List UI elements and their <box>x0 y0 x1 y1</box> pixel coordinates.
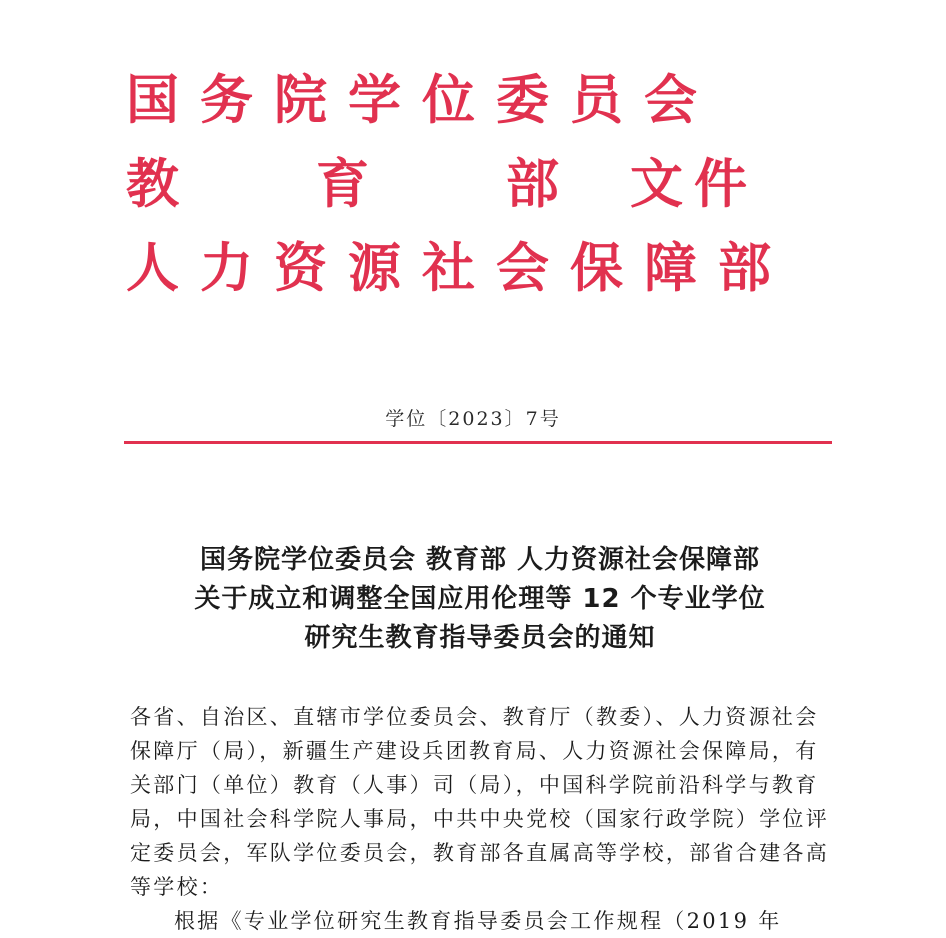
masthead-char: 障 <box>644 237 697 299</box>
issuing-authority-masthead <box>126 58 792 310</box>
masthead-char: 件 <box>694 153 747 215</box>
masthead-char: 院 <box>274 69 327 131</box>
masthead-char: 部 <box>506 153 559 215</box>
masthead-char: 会 <box>644 69 697 131</box>
title-line-1: 国务院学位委员会 教育部 人力资源社会保障部 <box>199 545 761 575</box>
document-number: 学位〔2023〕7号 <box>385 408 561 430</box>
masthead-char: 源 <box>348 237 401 299</box>
masthead-char: 保 <box>570 237 623 299</box>
masthead-char: 育 <box>316 153 369 215</box>
masthead-line-1 <box>126 58 792 142</box>
masthead-line-2 <box>126 142 792 226</box>
title-line-2: 关于成立和调整全国应用伦理等 12 个专业学位 <box>194 584 766 614</box>
masthead-char: 资 <box>274 237 327 299</box>
masthead-char: 学 <box>348 69 401 131</box>
masthead-char: 力 <box>200 237 253 299</box>
masthead-char: 教 <box>126 153 179 215</box>
masthead-char: 位 <box>422 69 475 131</box>
document-title <box>124 541 836 658</box>
masthead-char: 文 <box>630 153 683 215</box>
masthead-char: 会 <box>496 237 549 299</box>
masthead-char: 部 <box>718 237 771 299</box>
body-paragraph-start: 根据《专业学位研究生教育指导委员会工作规程（2019 年 <box>174 909 782 933</box>
masthead-char: 员 <box>570 69 623 131</box>
document-body <box>130 700 836 938</box>
masthead-char: 国 <box>126 69 179 131</box>
masthead-char: 委 <box>496 69 549 131</box>
red-separator-line <box>124 441 832 444</box>
masthead-char: 社 <box>422 237 475 299</box>
addressee-paragraph: 各省、自治区、直辖市学位委员会、教育厅（教委）、人力资源社会保障厅（局），新疆生产建设兵团教育局、人力资源社会保障局，有关部门（单位）教育（人事）司（局），中国科学院前沿科学与教育局，中国社会科学院人事局，中共中央党校（国家行政学院）学位评定委员会，军队学位委员会，教育部各直属高等学校，部省合建各高等学校： <box>130 705 829 899</box>
masthead-char: 务 <box>200 69 253 131</box>
title-line-3: 研究生教育指导委员会的通知 <box>304 623 656 653</box>
masthead-line-3 <box>126 226 792 310</box>
masthead-char: 人 <box>126 237 179 299</box>
